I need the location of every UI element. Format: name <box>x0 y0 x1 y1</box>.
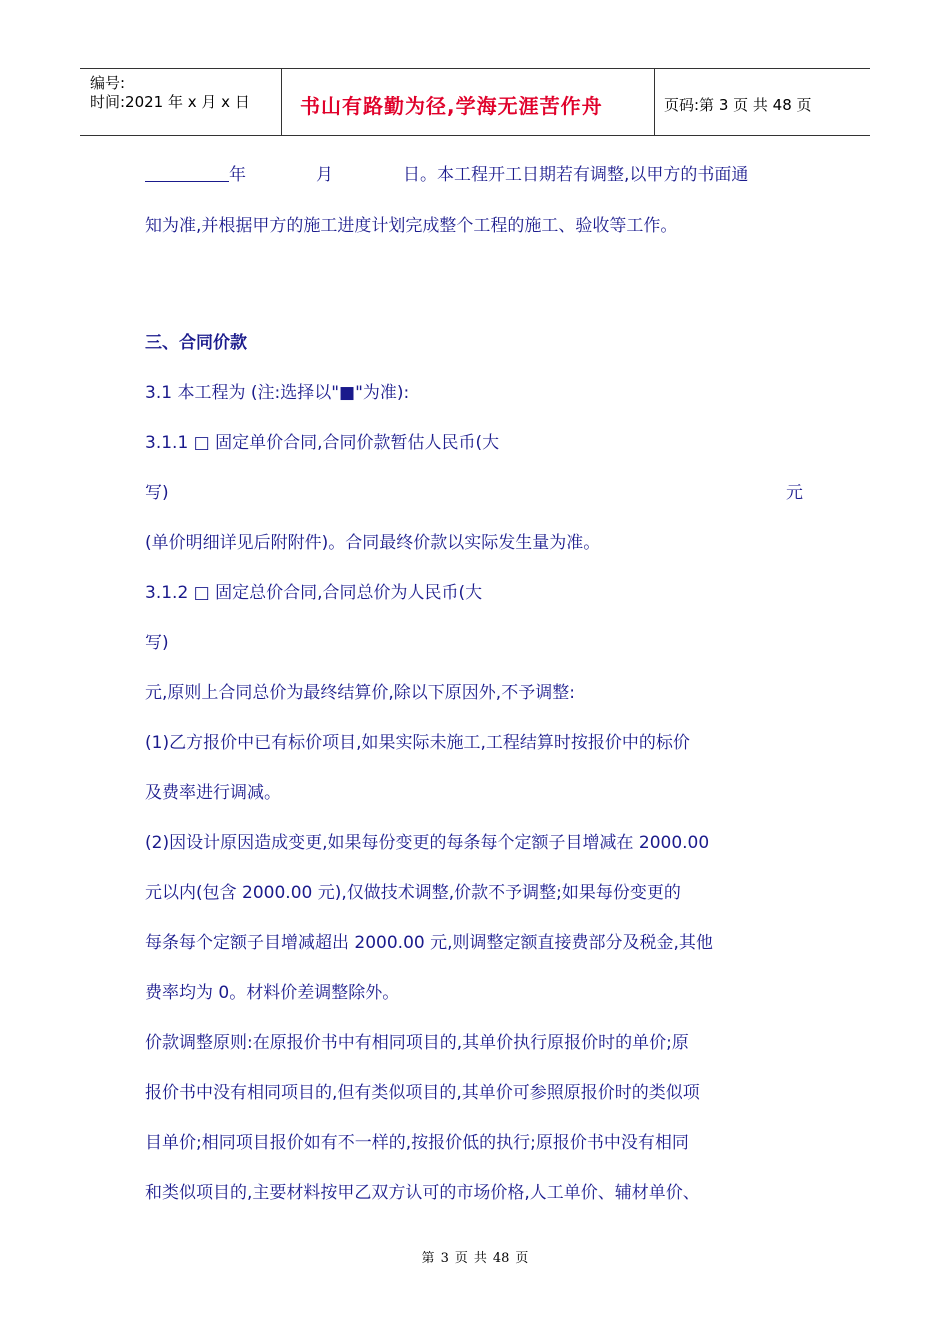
date-line <box>145 160 748 185</box>
adjust-principle-line-1: 价款调整原则:在原报价书中有相同项目的,其单价执行原报价时的单价;原 <box>145 1033 689 1053</box>
header-divider-left <box>281 68 282 136</box>
item-2-line-c: 每条每个定额子目增减超出 2000.00 元,则调整定额直接费部分及税金,其他 <box>145 933 713 953</box>
item-1-line-a: (1)乙方报价中已有标价项目,如果实际未施工,工程结算时按报价中的标价 <box>145 733 690 753</box>
header-page-label: 页码:第 3 页 共 48 页 <box>664 96 812 114</box>
month-label: 月 <box>316 165 333 185</box>
footer-total-pages: 48 <box>492 1251 510 1266</box>
footer-ye-2: 页 <box>515 1251 529 1266</box>
footer-page-number: 3 <box>440 1251 449 1266</box>
header-bottom-rule <box>80 135 870 136</box>
page-footer <box>0 1247 950 1266</box>
clause-3-1-1-yuan: 元 <box>786 483 803 503</box>
item-2-line-a: (2)因设计原因造成变更,如果每份变更的每条每个定额子目增减在 2000.00 <box>145 833 710 853</box>
clause-3-1-2-write: 写) <box>145 633 169 653</box>
clause-3-1-1: 3.1.1 □ 固定单价合同,合同价款暂估人民币(大 <box>145 433 500 453</box>
footer-di: 第 <box>421 1251 435 1266</box>
clause-3-1-2: 3.1.2 □ 固定总价合同,合同总价为人民币(大 <box>145 583 483 603</box>
footer-ye: 页 <box>454 1251 468 1266</box>
day-rest-text: 日。本工程开工日期若有调整,以甲方的书面通 <box>403 165 749 185</box>
header-motto: 书山有路勤为径,学海无涯苦作舟 <box>300 94 603 118</box>
item-2-line-b: 元以内(包含 2000.00 元),仅做技术调整,价款不予调整;如果每份变更的 <box>145 883 681 903</box>
adjust-principle-line-4: 和类似项目的,主要材料按甲乙双方认可的市场价格,人工单价、辅材单价、 <box>145 1183 700 1203</box>
item-2-line-d: 费率均为 0。材料价差调整除外。 <box>145 983 400 1003</box>
footer-gong: 共 <box>473 1251 487 1266</box>
year-label: 年 <box>229 165 246 185</box>
header-top-rule <box>80 68 870 69</box>
paragraph-line: 知为准,并根据甲方的施工进度计划完成整个工程的施工、验收等工作。 <box>145 216 678 236</box>
section-title: 三、合同价款 <box>145 333 247 353</box>
adjust-principle-line-3: 目单价;相同项目报价如有不一样的,按报价低的执行;原报价书中没有相同 <box>145 1133 689 1153</box>
year-blank <box>145 163 229 182</box>
header-divider-right <box>654 68 655 136</box>
item-1-line-b: 及费率进行调减。 <box>145 783 281 803</box>
clause-3-1-1-detail: (单价明细详见后附附件)。合同最终价款以实际发生量为准。 <box>145 533 601 553</box>
header-number-label: 编号: <box>90 74 126 92</box>
clause-yuan-principle: 元,原则上合同总价为最终结算价,除以下原因外,不予调整: <box>145 683 575 703</box>
header-time-label: 时间:2021 年 x 月 x 日 <box>90 93 250 111</box>
clause-3-1: 3.1 本工程为 (注:选择以"■"为准): <box>145 383 410 403</box>
adjust-principle-line-2: 报价书中没有相同项目的,但有类似项目的,其单价可参照原报价时的类似项 <box>145 1083 700 1103</box>
clause-3-1-1-write: 写) <box>145 483 169 503</box>
